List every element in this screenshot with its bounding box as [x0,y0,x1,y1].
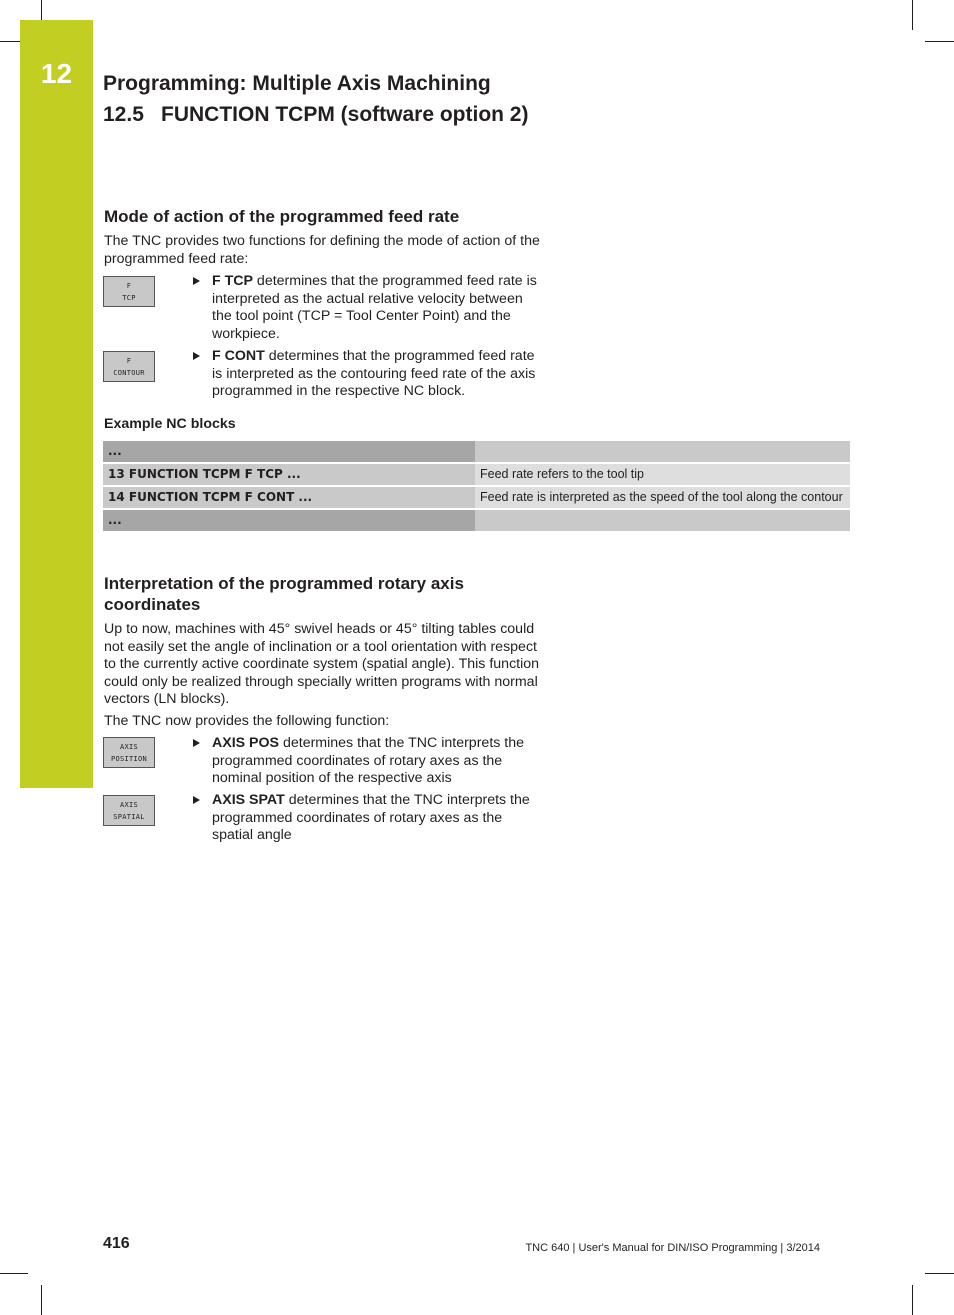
keyword: F TCP [212,273,253,289]
keyword: AXIS POS [212,735,280,751]
bullet-f-cont [193,348,543,401]
feed-rate-intro: The TNC provides two functions for defining the mode of action of the programmed feed rate: [104,233,540,267]
axis-position-softkey[interactable] [103,737,155,768]
rotary-para-2: The TNC now provides the following function: [104,713,390,729]
softkey-label: POSITION [110,754,148,763]
example-label: Example NC blocks [104,416,236,432]
softkey-label: F [126,356,132,365]
crop-mark [41,1285,42,1315]
chapter-band [20,20,93,788]
bullet-text: determines that the programmed feed rate is interpreted as the contouring feed rate of the axis programmed in the respective NC block. [212,348,536,400]
softkey-label: CONTOUR [113,368,145,377]
bullet-text: determines that the programmed feed rate is interpreted as the actual relative velocity between the tool point (TCP = Tool Center Point) and the workpiece. [212,273,537,342]
nc-desc-cell [475,510,850,531]
bullet-text: determines that the TNC interprets the programmed coordinates of rotary axes as the nominal position of the respective axis [212,735,525,787]
nc-desc-cell [475,441,850,462]
bullet-axis-spat [193,792,543,845]
softkey-label: TCP [122,293,136,302]
table-row [103,464,850,485]
triangle-bullet-icon [193,352,200,360]
nc-example-table [103,439,850,533]
softkey-label: F [126,281,132,290]
nc-desc-cell: Feed rate refers to the tool tip [475,464,850,485]
rotary-heading [104,573,464,615]
footer-text: TNC 640 | User's Manual for DIN/ISO Programming | 3/2014 [525,1242,820,1254]
crop-mark [925,41,954,42]
table-row [103,510,850,531]
crop-mark [0,1273,28,1274]
chapter-title: Programming: Multiple Axis Machining [103,72,491,95]
bullet-axis-pos [193,735,543,788]
crop-mark [912,0,913,30]
f-contour-softkey[interactable] [103,351,155,382]
keyword: F CONT [212,348,265,364]
nc-block-cell: ... [103,510,475,531]
chapter-number: 12 [40,58,73,89]
heading-line: coordinates [104,595,201,614]
triangle-bullet-icon [193,739,200,747]
rotary-para-1: Up to now, machines with 45° swivel heads or 45° tilting tables could not easily set the angle of inclination or a tool orientation with respect to the currently active coordinate system (spatial angle). This function could only be realized through specially written programs with normal vectors (LN blocks). [104,621,540,708]
crop-mark [925,1273,954,1274]
crop-mark [41,0,42,20]
crop-mark [912,1285,913,1315]
feed-rate-heading: Mode of action of the programmed feed rate [104,207,460,226]
axis-spatial-softkey[interactable] [103,795,155,826]
section-name: FUNCTION TCPM (software option 2) [161,103,529,126]
section-title [103,103,528,127]
section-number: 12.5 [103,103,144,126]
softkey-label: SPATIAL [113,812,145,821]
table-row [103,441,850,462]
triangle-bullet-icon [193,796,200,804]
bullet-text: determines that the TNC interprets the programmed coordinates of rotary axes as the spatial angle [212,792,530,844]
crop-mark [0,41,20,42]
page-number: 416 [103,1235,130,1252]
table-row [103,487,850,508]
triangle-bullet-icon [193,277,200,285]
nc-desc-cell: Feed rate is interpreted as the speed of the tool along the contour [475,487,850,508]
softkey-label: AXIS [119,800,139,809]
nc-block-cell: 14 FUNCTION TCPM F CONT ... [103,487,475,508]
heading-line: Interpretation of the programmed rotary axis [104,574,464,593]
nc-block-cell: ... [103,441,475,462]
softkey-label: AXIS [119,742,139,751]
f-tcp-softkey[interactable] [103,276,155,307]
bullet-f-tcp [193,273,543,343]
nc-block-cell: 13 FUNCTION TCPM F TCP ... [103,464,475,485]
keyword: AXIS SPAT [212,792,285,808]
